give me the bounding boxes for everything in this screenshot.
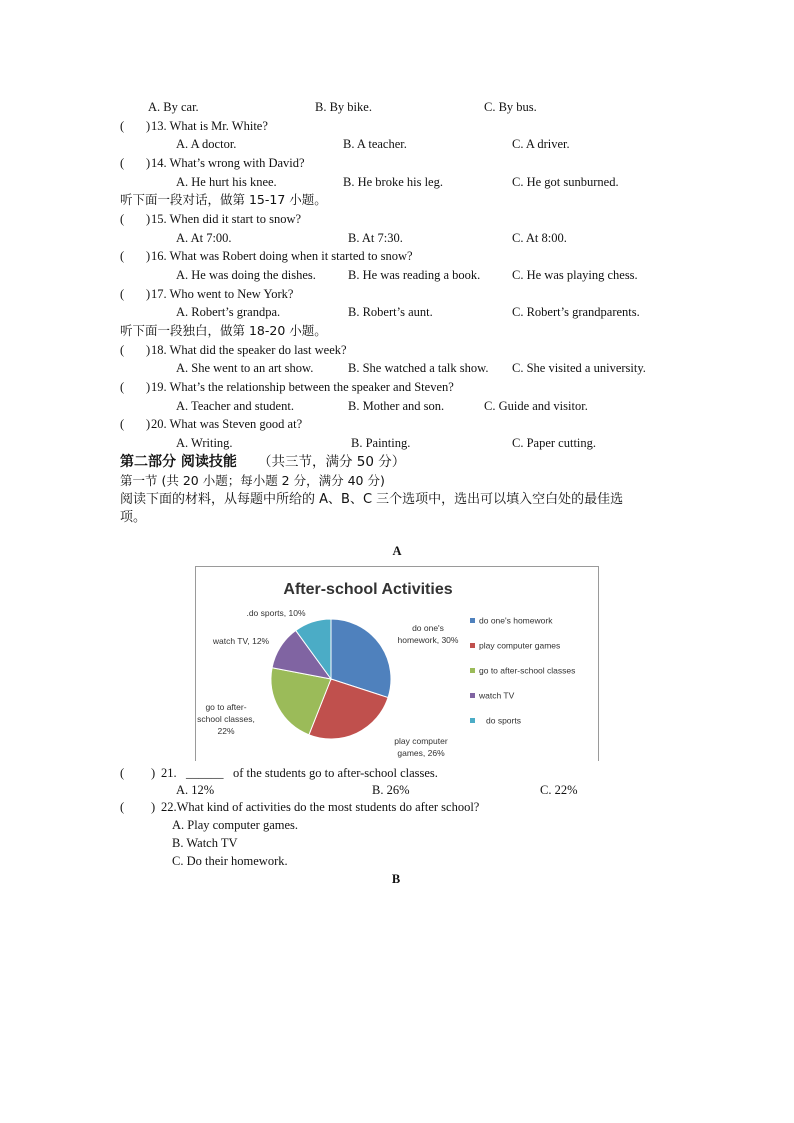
q21-paren-close: ) (151, 766, 156, 780)
pie-chart (195, 566, 599, 761)
q16-option-a: A. He was doing the dishes. (176, 268, 316, 282)
pie-data-label: go to after-school classes, 22% (197, 702, 255, 736)
reading-instruction-line1: 阅读下面的材料，从每题中所给的 A、B、C 三个选项中，选出可以填入空白处的最佳选 (120, 492, 624, 507)
q19-option-b: B. Mother and son. (348, 399, 445, 413)
q21-option-b: B. 26% (372, 783, 410, 797)
pie-data-label: play computer games, 26% (394, 736, 448, 758)
legend-label: do sports (486, 715, 521, 726)
q19-paren-open: ( (120, 380, 125, 394)
q15-option-b: B. At 7:30. (348, 231, 403, 245)
chart-title: After-school Activities (283, 581, 453, 598)
legend-label: play computer games (479, 640, 561, 651)
q14-option-c: C. He got sunburned. (512, 175, 619, 189)
q14-stem: 14. What’s wrong with David? (151, 156, 305, 170)
legend-swatch (470, 643, 475, 648)
q13-option-c: C. A driver. (512, 137, 570, 151)
dialog-instruction: 听下面一段对话，做第 15-17 小题。 (120, 192, 327, 207)
q22-option-c: C. Do their homework. (172, 854, 288, 868)
q13-stem: 13. What is Mr. White? (151, 119, 268, 133)
q16-stem: 16. What was Robert doing when it started to snow? (151, 249, 413, 263)
pie-data-label: .do sports, 10% (246, 608, 306, 618)
legend-swatch (470, 718, 475, 723)
pie-chart-svg (196, 567, 598, 761)
q19-stem: 19. What’s the relationship between the speaker and Steven? (151, 380, 454, 394)
q22-stem: 22.What kind of activities do the most students do after school? (161, 800, 480, 814)
part2-note: （共三节，满分 50 分） (258, 454, 406, 470)
passage-a-label: A (392, 544, 402, 558)
q17-paren-close: ) (146, 287, 151, 301)
q13-option-b: B. A teacher. (343, 137, 407, 151)
part2-title: 第二部分 阅读技能 (120, 454, 237, 470)
pie-data-label: do one's homework, 30% (397, 623, 459, 645)
q15-stem: 15. When did it start to snow? (151, 212, 302, 226)
pie-data-label: watch TV, 12% (212, 636, 270, 646)
q15-paren-close: ) (146, 212, 151, 226)
q21-stem: 21. (161, 766, 177, 780)
q17-option-c: C. Robert’s grandparents. (512, 305, 640, 319)
q19-paren-close: ) (146, 380, 151, 394)
q22-paren-close: ) (151, 800, 156, 814)
q16-option-c: C. He was playing chess. (512, 268, 638, 282)
legend-label: go to after-school classes (479, 665, 576, 676)
q21-paren-open: ( (120, 766, 125, 780)
section1-heading: 第一节 (共 20 小题；每小题 2 分，满分 40 分) (120, 473, 385, 488)
q18-option-b: B. She watched a talk show. (348, 361, 489, 375)
q15-option-a: A. At 7:00. (176, 231, 232, 245)
reading-instruction-line2: 项。 (120, 510, 147, 525)
q20-option-a: A. Writing. (176, 436, 233, 450)
q12-option-b: B. By bike. (315, 100, 372, 114)
q16-option-b: B. He was reading a book. (348, 268, 481, 282)
q21-option-a: A. 12% (176, 783, 215, 797)
legend-swatch (470, 693, 475, 698)
q18-paren-open: ( (120, 343, 125, 357)
q20-option-b: B. Painting. (351, 436, 411, 450)
q18-option-a: A. She went to an art show. (176, 361, 314, 375)
q13-option-a: A. A doctor. (176, 137, 237, 151)
q18-paren-close: ) (146, 343, 151, 357)
q12-option-c: C. By bus. (484, 100, 537, 114)
q20-option-c: C. Paper cutting. (512, 436, 597, 450)
q18-stem: 18. What did the speaker do last week? (151, 343, 347, 357)
q16-paren-close: ) (146, 249, 151, 263)
passage-b-label: B (391, 872, 401, 886)
q20-paren-open: ( (120, 417, 125, 431)
q22-paren-open: ( (120, 800, 125, 814)
q22-option-b: B. Watch TV (172, 836, 238, 850)
q15-paren-open: ( (120, 212, 125, 226)
legend-label: do one's homework (479, 615, 553, 626)
q14-paren-close: ) (146, 156, 151, 170)
q13-paren-open: ( (120, 119, 125, 133)
q19-option-a: A. Teacher and student. (176, 399, 294, 413)
q14-option-b: B. He broke his leg. (343, 175, 443, 189)
q21-blank: ______ (186, 766, 224, 780)
legend-swatch (470, 668, 475, 673)
q21-stem-rest: of the students go to after-school classes. (233, 766, 438, 780)
q17-option-b: B. Robert’s aunt. (348, 305, 433, 319)
q12-option-a: A. By car. (148, 100, 199, 114)
q17-stem: 17. Who went to New York? (151, 287, 294, 301)
monologue-instruction: 听下面一段独白，做第 18-20 小题。 (120, 323, 327, 338)
q22-option-a: A. Play computer games. (172, 818, 299, 832)
q21-option-c: C. 22% (540, 783, 578, 797)
q17-paren-open: ( (120, 287, 125, 301)
q18-option-c: C. She visited a university. (512, 361, 646, 375)
q20-paren-close: ) (146, 417, 151, 431)
q15-option-c: C. At 8:00. (512, 231, 567, 245)
q16-paren-open: ( (120, 249, 125, 263)
q14-option-a: A. He hurt his knee. (176, 175, 277, 189)
q14-paren-open: ( (120, 156, 125, 170)
q17-option-a: A. Robert’s grandpa. (176, 305, 281, 319)
q20-stem: 20. What was Steven good at? (151, 417, 303, 431)
q13-paren-close: ) (146, 119, 151, 133)
legend-label: watch TV (479, 690, 515, 701)
q19-option-c: C. Guide and visitor. (484, 399, 588, 413)
legend-swatch (470, 618, 475, 623)
